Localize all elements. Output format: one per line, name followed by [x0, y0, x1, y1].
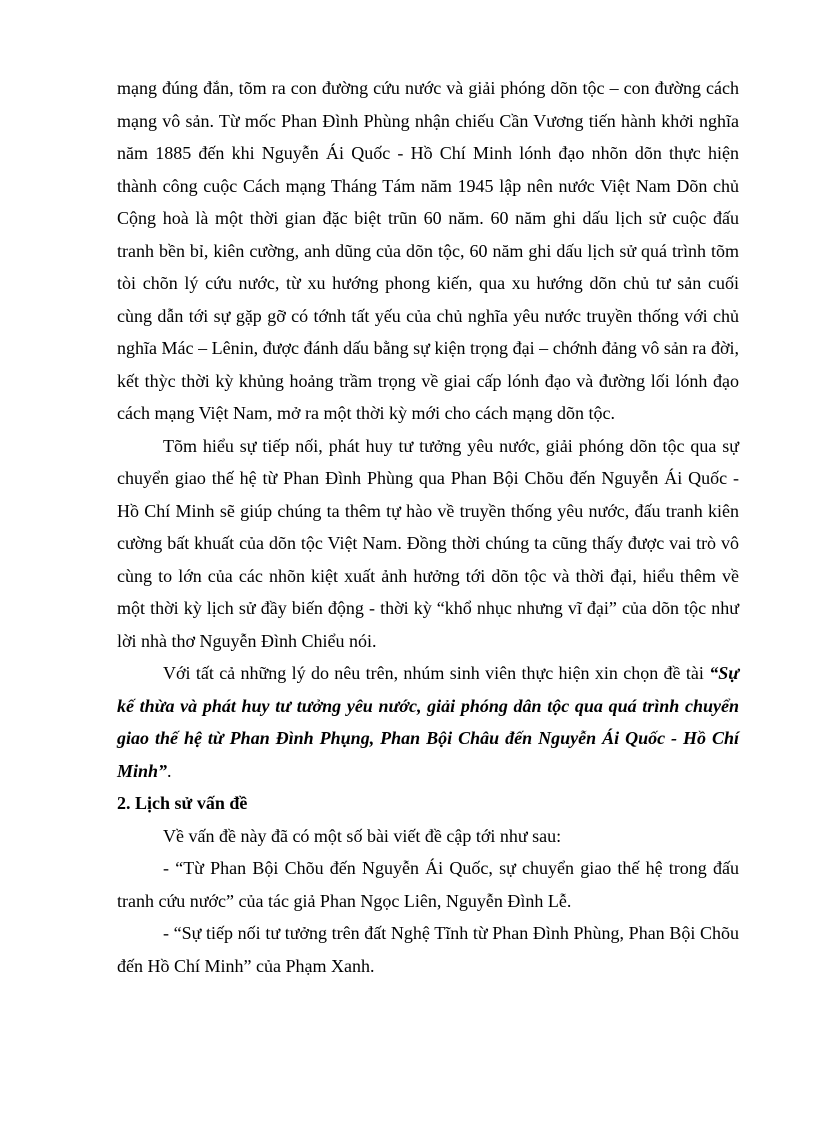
topic-intro-text: Với tất cả những lý do nêu trên, nhúm sinh viên thực hiện xin chọn đề tài — [163, 663, 704, 683]
reference-item: - “Sự tiếp nối tư tưởng trên đất Nghệ Tĩnh từ Phan Đình Phùng, Phan Bội Chõu đến Hồ Chí Minh” của Phạm Xanh. — [117, 923, 739, 976]
reference-item: - “Từ Phan Bội Chõu đến Nguyễn Ái Quốc, sự chuyển giao thế hệ trong đấu tranh cứu nước” của tác giả Phan Ngọc Liên, Nguyễn Đình Lễ. — [117, 858, 739, 911]
topic-title: “Sự kế thừa và phát huy tư tưởng yêu nước, giải phóng dân tộc qua quá trình chuyển giao thế hệ từ Phan Đình Phụng, Phan Bội Châu đến Nguyễn Ái Quốc - Hồ Chí Minh” — [117, 663, 739, 781]
section-heading: 2. Lịch sử vấn đề — [117, 793, 248, 813]
topic-paragraph — [117, 657, 739, 787]
document-page — [117, 72, 739, 982]
body-paragraph: mạng đúng đắn, tõm ra con đường cứu nước và giải phóng dõn tộc – con đường cách mạng vô sản. Từ mốc Phan Đình Phùng nhận chiếu Cần Vương tiến hành khởi nghĩa năm 1885 đến khi Nguyễn Ái Quốc - Hồ Chí Minh lónh đạo nhõn dõn thực hiện thành công cuộc Cách mạng Tháng Tám năm 1945 lập nên nước Việt Nam Dõn chủ Cộng hoà là một thời gian đặc biệt trũn 60 năm. 60 năm ghi dấu lịch sử cuộc đấu tranh bền bỉ, kiên cường, anh dũng của dõn tộc, 60 năm ghi dấu lịch sử quá trình tõm tòi chõn lý cứu nước, từ xu hướng phong kiến, qua xu hướng dõn chủ tư sản cuối cùng dẫn tới sự gặp gỡ có tớnh tất yếu của chủ nghĩa yêu nước truyền thống với chủ nghĩa Mác – Lênin, được đánh dấu bằng sự kiện trọng đại – chớnh đảng vô sản ra đời, kết thỳc thời kỳ khủng hoảng trầm trọng về giai cấp lónh đạo và đường lối lónh đạo cách mạng Việt Nam, mở ra một thời kỳ mới cho cách mạng dõn tộc. — [117, 78, 739, 423]
body-paragraph: Tõm hiểu sự tiếp nối, phát huy tư tưởng yêu nước, giải phóng dõn tộc qua sự chuyển giao thế hệ từ Phan Đình Phùng qua Phan Bội Chõu đến Nguyễn Ái Quốc - Hồ Chí Minh sẽ giúp chúng ta thêm tự hào về truyền thống yêu nước, đấu tranh kiên cường bất khuất của dõn tộc Việt Nam. Đồng thời chúng ta cũng thấy được vai trò vô cùng to lớn của các nhõn kiệt xuất ảnh hưởng tới dõn tộc và thời đại, hiểu thêm về một thời kỳ lịch sử đầy biến động - thời kỳ “khổ nhục nhưng vĩ đại” của dõn tộc như lời nhà thơ Nguyễn Đình Chiểu nói. — [117, 435, 739, 651]
topic-title-end: . — [167, 760, 172, 781]
section-intro: Về vấn đề này đã có một số bài viết đề cập tới như sau: — [163, 825, 562, 846]
